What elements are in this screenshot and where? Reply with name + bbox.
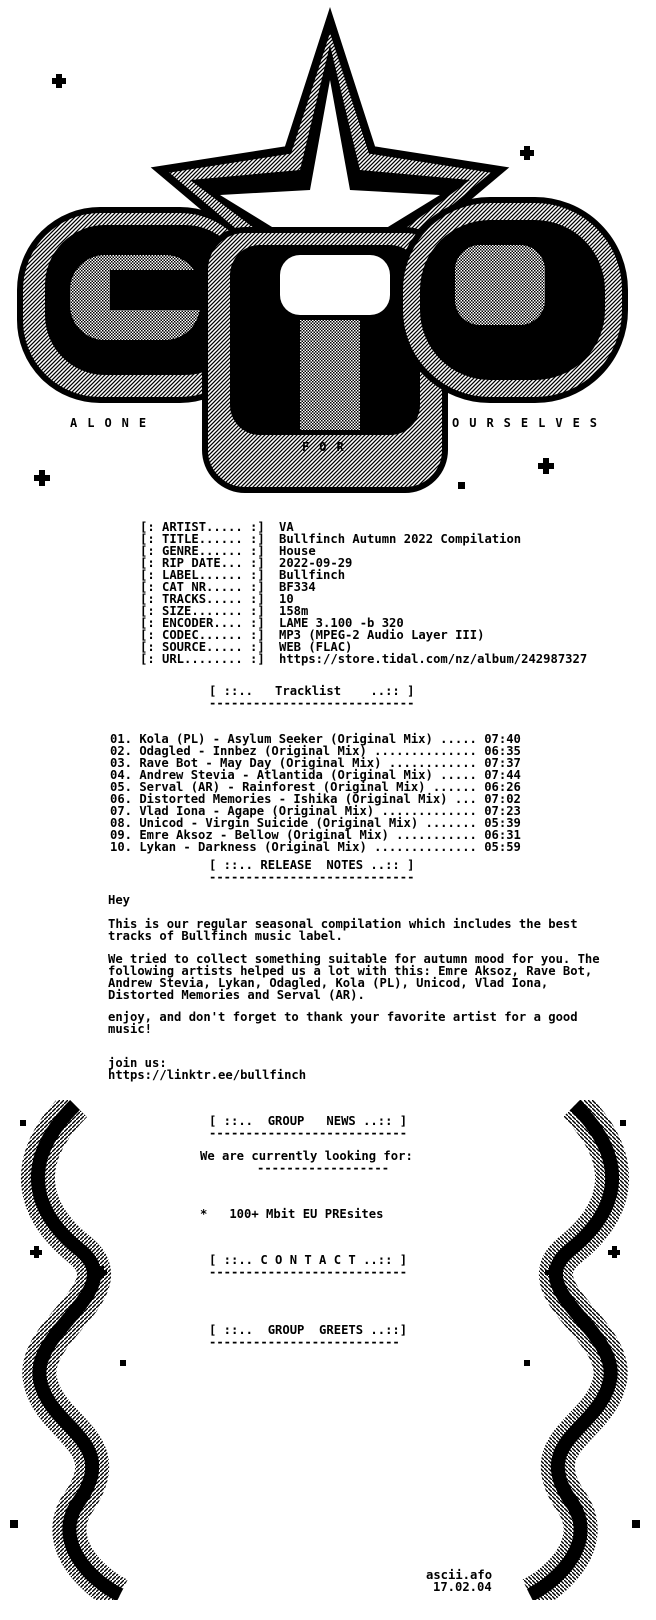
track-row: 04. Andrew Stevia - Atlantida (Original Mix) ..... 07:44	[110, 768, 521, 782]
info-value: 10	[279, 592, 294, 606]
track-row: 02. Odagled - Innbez (Original Mix) .............. 06:35	[110, 744, 521, 758]
logo-word-ourselves: OURSELVES	[452, 416, 608, 430]
group-news-rule: ---------------------------	[209, 1126, 408, 1140]
logo-word-alone: ALONE	[70, 416, 157, 430]
info-value: LAME 3.100 -b 320	[279, 616, 404, 630]
looking-for-text: We are currently looking for:	[200, 1149, 413, 1163]
track-row: 03. Rave Bot - May Day (Original Mix) ............ 07:37	[110, 756, 521, 770]
release-notes-heading: [ ::.. RELEASE NOTES ..:: ]	[209, 858, 415, 872]
left-vine-art	[0, 1100, 150, 1600]
contact-heading: [ ::.. C O N T A C T ..:: ]	[209, 1253, 408, 1267]
info-value: House	[279, 544, 316, 558]
track-row: 05. Serval (AR) - Rainforest (Original Mix) ...... 06:26	[110, 780, 521, 794]
notes-paragraph-2: We tried to collect something suitable for autumn mood for you. The following artists helped us a lot with this: Emre Aksoz, Rave Bot, Andrew Stevia, Lykan, Odagled, Kola (PL), Unicod, Vlad Iona, Distorted Memories and Serval (AR).	[108, 952, 600, 1002]
info-key: [: RIP DATE... :]	[140, 556, 265, 570]
info-value: 2022-09-29	[279, 556, 353, 570]
tracklist	[110, 733, 521, 853]
info-key: [: ENCODER.... :]	[140, 616, 265, 630]
afo-logo-art	[0, 0, 656, 510]
group-news-heading: [ ::.. GROUP NEWS ..:: ]	[209, 1114, 408, 1128]
greets-rule: --------------------------	[209, 1335, 400, 1349]
info-value: BF334	[279, 580, 316, 594]
info-key: [: SIZE....... :]	[140, 604, 265, 618]
looking-for-rule: ------------------	[257, 1161, 390, 1175]
info-value: WEB (FLAC)	[279, 640, 353, 654]
info-key: [: CAT NR..... :]	[140, 580, 265, 594]
info-value: Bullfinch	[279, 568, 346, 582]
join-label: join us:	[108, 1056, 167, 1070]
looking-for-item: * 100+ Mbit EU PREsites	[200, 1207, 384, 1221]
notes-greeting: Hey	[108, 893, 131, 907]
greets-heading: [ ::.. GROUP GREETS ..::]	[209, 1323, 408, 1337]
info-key: [: URL........ :]	[140, 652, 265, 666]
track-row: 07. Vlad Iona - Agape (Original Mix) ............. 07:23	[110, 804, 521, 818]
track-row: 09. Emre Aksoz - Bellow (Original Mix) ........... 06:31	[110, 828, 521, 842]
info-key: [: TITLE...... :]	[140, 532, 265, 546]
tracklist-heading: [ ::.. Tracklist ..:: ]	[209, 684, 415, 698]
track-row: 06. Distorted Memories - Ishika (Original Mix) ... 07:02	[110, 792, 521, 806]
info-key: [: SOURCE..... :]	[140, 640, 265, 654]
notes-paragraph-3: enjoy, and don't forget to thank your favorite artist for a good music!	[108, 1010, 578, 1036]
logo-word-for: FOR	[302, 440, 354, 454]
info-value: Bullfinch Autumn 2022 Compilation	[279, 532, 522, 546]
info-key: [: GENRE...... :]	[140, 544, 265, 558]
notes-paragraph-1: This is our regular seasonal compilation which includes the best tracks of Bullfinch music label.	[108, 917, 578, 943]
track-row: 01. Kola (PL) - Asylum Seeker (Original Mix) ..... 07:40	[110, 732, 521, 746]
signature-date: 17.02.04	[433, 1580, 492, 1594]
contact-rule: ---------------------------	[209, 1265, 408, 1279]
track-row: 10. Lykan - Darkness (Original Mix) .............. 05:59	[110, 840, 521, 854]
info-key: [: CODEC...... :]	[140, 628, 265, 642]
info-row	[140, 653, 587, 665]
signature-name: ascii.afo	[426, 1568, 493, 1582]
info-key: [: ARTIST..... :]	[140, 520, 265, 534]
info-value: https://store.tidal.com/nz/album/242987327	[279, 652, 588, 666]
right-vine-art	[500, 1100, 650, 1600]
track-row: 08. Unicod - Virgin Suicide (Original Mix) ....... 05:39	[110, 816, 521, 830]
release-notes-rule: ----------------------------	[209, 870, 415, 884]
release-info	[140, 521, 587, 665]
info-value: VA	[279, 520, 294, 534]
info-key: [: LABEL...... :]	[140, 568, 265, 582]
info-value: 158m	[279, 604, 309, 618]
tracklist-rule: ----------------------------	[209, 696, 415, 710]
info-key: [: TRACKS..... :]	[140, 592, 265, 606]
info-value: MP3 (MPEG-2 Audio Layer III)	[279, 628, 485, 642]
join-link[interactable]: https://linktr.ee/bullfinch	[108, 1068, 307, 1082]
